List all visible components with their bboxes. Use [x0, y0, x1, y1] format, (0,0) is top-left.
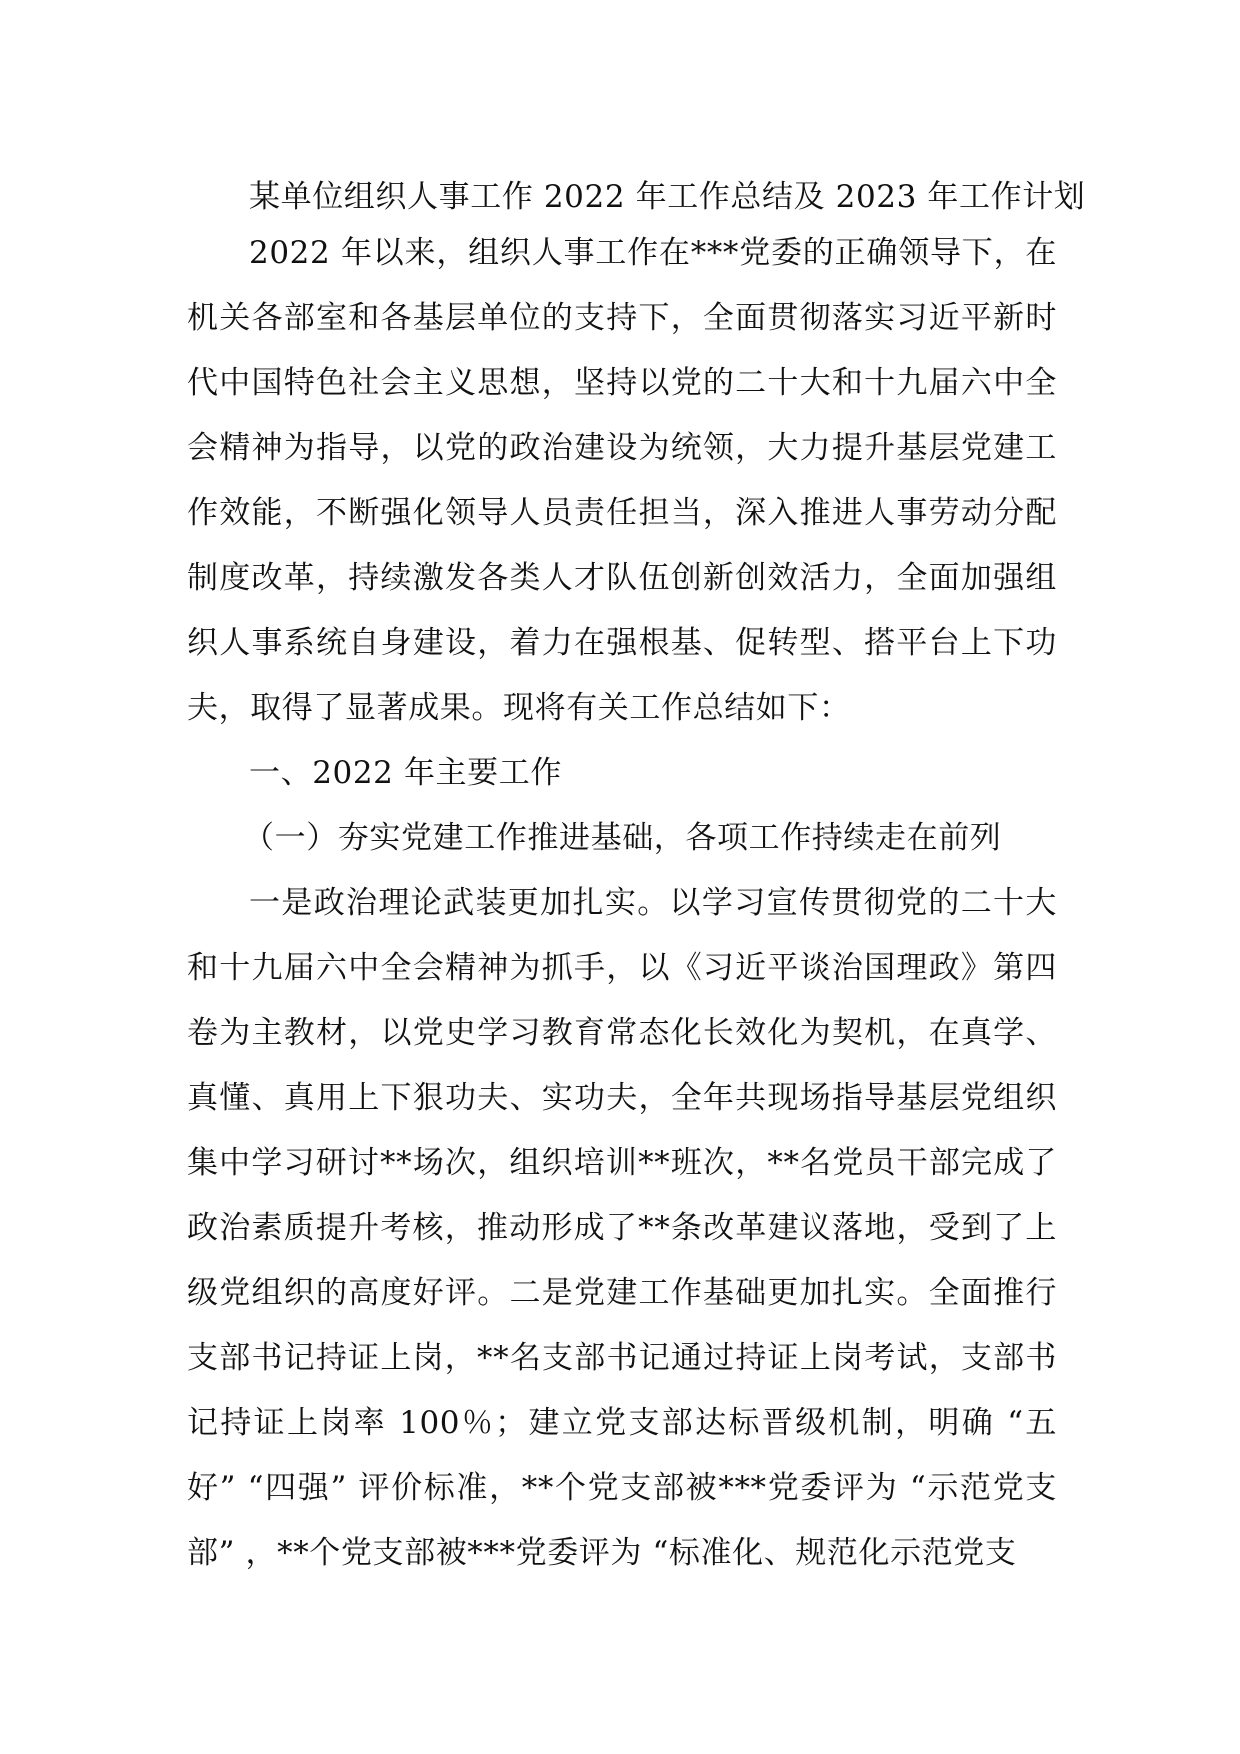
- section-heading-main-work: 一、2022 年主要工作: [249, 755, 562, 791]
- subsection-body-paragraph: 一是政治理论武装更加扎实。以学习宣传贯彻党的二十大和十九届六中全会精神为抓手，以《习近平谈治国理政》第四卷为主教材，以党史学习教育常态化长效化为契机，在真学、真懂、真用上下狠功夫、实功夫，全年共现场指导基层党组织集中学习研讨**场次，组织培训**班次，**名党员干部完成了政治素质提升考核，推动形成了**条改革建议落地，受到了上级党组织的高度好评。二是党建工作基础更加扎实。全面推行支部书记持证上岗，**名支部书记通过持证上岗考试，支部书记持证上岗率 100％；建立党支部达标晋级机制，明确 “五好” “四强” 评价标准，**个党支部被***党委评为 “示范党支部” ，**个党支部被***党委评为 “标准化、规范化示范党支: [187, 885, 1057, 1571]
- document-title: 某单位组织人事工作 2022 年工作总结及 2023 年工作计划: [249, 179, 1086, 215]
- subsection-heading-party-building: （一）夯实党建工作推进基础，各项工作持续走在前列: [243, 820, 1002, 856]
- document-body: [187, 173, 1086, 1586]
- intro-paragraph: 2022 年以来，组织人事工作在***党委的正确领导下，在机关各部室和各基层单位的支持下，全面贯彻落实习近平新时代中国特色社会主义思想，坚持以党的二十大和十九届六中全会精神为指导，以党的政治建设为统领，大力提升基层党建工作效能，不断强化领导人员责任担当，深入推进人事劳动分配制度改革，持续激发各类人才队伍创新创效活力，全面加强组织人事系统自身建设，着力在强根基、促转型、搭平台上下功夫，取得了显著成果。现将有关工作总结如下：: [187, 235, 1057, 726]
